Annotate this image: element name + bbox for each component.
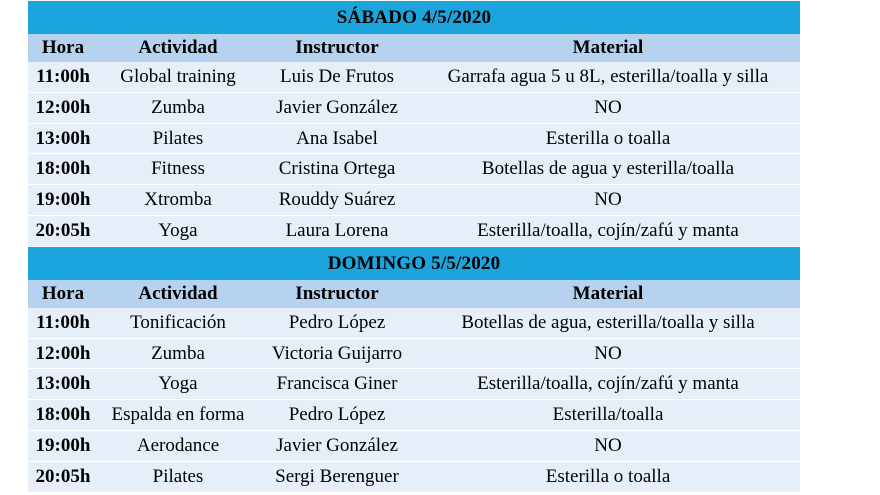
- cell-instructor: Francisca Giner: [276, 373, 398, 395]
- header-actividad: Actividad: [138, 282, 218, 304]
- cell-hora: 13:00h: [35, 373, 91, 395]
- table-row: [28, 400, 800, 431]
- cell-hora: 18:00h: [35, 158, 91, 180]
- cell-material: NO: [594, 342, 622, 364]
- cell-material: NO: [594, 189, 622, 211]
- cell-material: Esterilla/toalla: [552, 404, 664, 426]
- cell-hora: 11:00h: [36, 311, 90, 333]
- cell-actividad: Yoga: [158, 373, 198, 395]
- table-row: [28, 62, 800, 93]
- cell-material: Botellas de agua, esterilla/toalla y silla: [461, 311, 755, 333]
- day-block-saturday: [28, 1, 800, 247]
- day-title: DOMINGO 5/5/2020: [28, 247, 800, 280]
- cell-hora: 12:00h: [35, 342, 91, 364]
- column-header-row: [28, 280, 800, 308]
- table-row: [28, 462, 800, 493]
- cell-hora: 11:00h: [36, 66, 90, 87]
- header-instructor: Instructor: [295, 37, 379, 58]
- header-material: Material: [572, 37, 644, 58]
- cell-actividad: Zumba: [151, 342, 205, 364]
- cell-material: Esterilla/toalla, cojín/zafú y manta: [477, 373, 739, 395]
- cell-material: Botellas de agua y esterilla/toalla: [481, 158, 735, 180]
- cell-actividad: Yoga: [158, 219, 198, 241]
- cell-actividad: Espalda en forma: [111, 404, 245, 426]
- cell-hora: 18:00h: [35, 404, 91, 426]
- table-row: [28, 308, 800, 339]
- cell-instructor: Sergi Berenguer: [275, 465, 399, 487]
- cell-hora: 20:05h: [35, 219, 91, 241]
- cell-instructor: Cristina Ortega: [278, 158, 396, 180]
- header-hora: Hora: [41, 37, 85, 58]
- cell-material: Esterilla o toalla: [545, 465, 671, 487]
- column-header-row: [28, 34, 800, 62]
- cell-actividad: Zumba: [151, 96, 205, 118]
- cell-hora: 20:05h: [35, 465, 91, 487]
- cell-material: Esterilla/toalla, cojín/zafú y manta: [477, 219, 739, 241]
- cell-actividad: Fitness: [151, 158, 205, 180]
- cell-material: Garrafa agua 5 u 8L, esterilla/toalla y silla: [447, 66, 769, 87]
- table-row: [28, 185, 800, 216]
- header-material: Material: [572, 282, 644, 304]
- schedule-table: [28, 1, 800, 493]
- cell-hora: 13:00h: [35, 127, 91, 149]
- day-block-sunday: [28, 247, 800, 493]
- table-row: [28, 124, 800, 155]
- cell-actividad: Tonificación: [130, 311, 226, 333]
- cell-instructor: Pedro López: [288, 311, 386, 333]
- cell-material: NO: [594, 96, 622, 118]
- cell-actividad: Aerodance: [136, 434, 220, 456]
- table-row: [28, 154, 800, 185]
- table-row: [28, 339, 800, 370]
- header-hora: Hora: [41, 282, 85, 304]
- cell-actividad: Global training: [120, 66, 236, 87]
- cell-material: Esterilla o toalla: [545, 127, 671, 149]
- cell-instructor: Victoria Guijarro: [271, 342, 403, 364]
- header-actividad: Actividad: [138, 37, 218, 58]
- cell-instructor: Pedro López: [288, 404, 386, 426]
- cell-instructor: Luis De Frutos: [280, 66, 394, 87]
- cell-instructor: Rouddy Suárez: [278, 189, 396, 211]
- table-row: [28, 93, 800, 124]
- cell-actividad: Pilates: [152, 465, 204, 487]
- cell-instructor: Javier González: [276, 434, 398, 456]
- cell-hora: 19:00h: [35, 189, 91, 211]
- table-row: [28, 431, 800, 462]
- cell-hora: 19:00h: [35, 434, 91, 456]
- cell-instructor: Laura Lorena: [285, 219, 389, 241]
- cell-instructor: Javier González: [276, 96, 398, 118]
- table-row: [28, 216, 800, 247]
- cell-material: NO: [594, 434, 622, 456]
- cell-hora: 12:00h: [35, 96, 91, 118]
- cell-actividad: Xtromba: [144, 189, 212, 211]
- day-title: SÁBADO 4/5/2020: [28, 1, 800, 34]
- cell-actividad: Pilates: [152, 127, 204, 149]
- cell-instructor: Ana Isabel: [296, 127, 378, 149]
- header-instructor: Instructor: [295, 282, 379, 304]
- table-row: [28, 369, 800, 400]
